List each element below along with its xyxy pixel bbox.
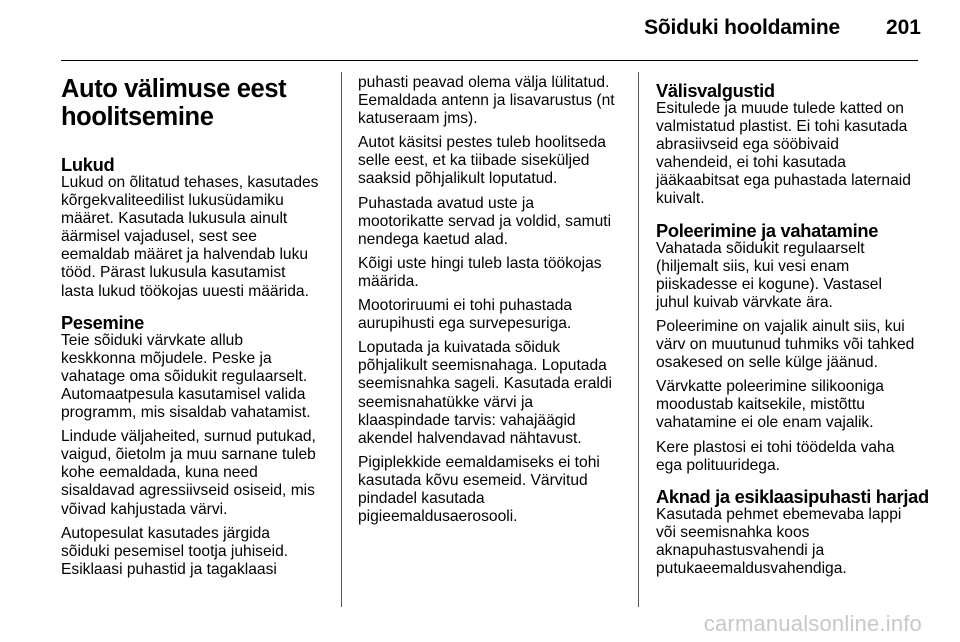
paragraph: Autot käsitsi pestes tuleb hoolitseda selle eest, et ka tiibade siseküljed saaksid põhjalikult loputatud.: [358, 134, 606, 188]
section-title-locks: Lukud: [61, 154, 115, 175]
paragraph: Kere plastosi ei tohi töödelda vaha ega polituuridega.: [656, 438, 895, 474]
page-number: 201: [885, 16, 921, 39]
paragraph: Teie sõiduki värvkate allub keskkonna mõjudele. Peske ja vahatage oma sõidukit regulaarselt. Automaatpesula kasutamisel valida programm, mis sisaldab vahatamist.: [61, 331, 311, 422]
paragraph: Lukud on õlitatud tehases, kasutades kõrgekvaliteedilist lukusüdamiku määret. Kasutada lukusula ainult äärmisel vajadusel, sest see eemaldab määret ja halvendab luku tööd. Pärast lukusula kasutamist lasta lukud töökojas uuesti määrida.: [61, 174, 319, 300]
paragraph: Poleerimine on vajalik ainult siis, kui värv on muutunud tuhmiks või tahked osakesed on selle külge jäänud.: [656, 317, 915, 372]
paragraph: Värvkatte poleerimine silikooniga moodustab kaitsekile, mistõttu vahatamine ei ole enam vajalik.: [656, 378, 884, 432]
column-divider-2: [638, 72, 639, 607]
watermark: carmanualsonline.info: [703, 611, 922, 636]
page-title-line-2: hoolitsemine: [61, 102, 214, 131]
column-3: [656, 74, 932, 584]
header-rule: [61, 60, 918, 61]
section-title-exterior-lights: Välisvalgustid: [656, 80, 775, 101]
paragraph: Esitulede ja muude tulede katted on valmistatud plastist. Ei tohi kasutada abrasiivseid ega sööbivaid vahendeid, ei tohi kasutada jääkaabitsat ega puhastada laternaid kuivalt.: [656, 100, 911, 208]
paragraph: Kõigi uste hingi tuleb lasta töökojas määrida.: [358, 254, 602, 290]
paragraph: Puhastada avatud uste ja mootorikatte servad ja voldid, samuti nendega kaetud alad.: [358, 194, 612, 248]
paragraph: puhasti peavad olema välja lülitatud. Eemaldada antenn ja lisavarustus (nt katuseraam jms).: [358, 74, 615, 128]
paragraph: Lindude väljaheited, surnud putukad, vaigud, õietolm ja muu sarnane tuleb kohe eemaldada, kuna need sisaldavad agressiivseid osiseid, mis võivad kahjustada värvi.: [61, 428, 316, 518]
section-title-washing: Pesemine: [61, 311, 144, 333]
section-title-windows-wipers: Aknad ja esiklaasipuhasti harjad: [656, 485, 929, 507]
column-1: [61, 74, 333, 585]
paragraph: Vahatada sõidukit regulaarselt (hiljemalt siis, kui vesi enam piiskadesse ei kogune). Vastasel juhul kuivab värvkate ära.: [656, 239, 882, 311]
column-2: [358, 74, 626, 532]
paragraph: Loputada ja kuivatada sõiduk põhjalikult seemisnahaga. Loputada seemisnahka sageli. Kasutada eraldi seemisnahatükke värvi ja klaaspindade tarvis: vahajäägid akendel halvendavad nähtavust.: [358, 339, 612, 447]
running-header-title: Sõiduki hooldamine: [644, 16, 840, 39]
page-title-line-1: Auto välimuse eest: [61, 75, 287, 103]
column-divider-1: [341, 72, 342, 607]
page-header: [0, 0, 960, 60]
paragraph: Pigiplekkide eemaldamiseks ei tohi kasutada kõvu esemeid. Värvitud pindadel kasutada pigieemaldusaerosooli.: [358, 453, 600, 526]
paragraph: Autopesulat kasutades järgida sõiduki pesemisel tootja juhiseid. Esiklaasi puhastid ja tagaklaasi: [61, 524, 289, 578]
section-title-polishing: Poleerimine ja vahatamine: [656, 219, 879, 241]
page-title: [61, 76, 333, 131]
paragraph: Mootoriruumi ei tohi puhastada aurupihusti ega survepesuriga.: [358, 297, 573, 333]
paragraph: Kasutada pehmet ebemevaba lappi või seemisnahka koos aknapuhastusvahendi ja putukaeemaldusvahendiga.: [656, 505, 902, 577]
